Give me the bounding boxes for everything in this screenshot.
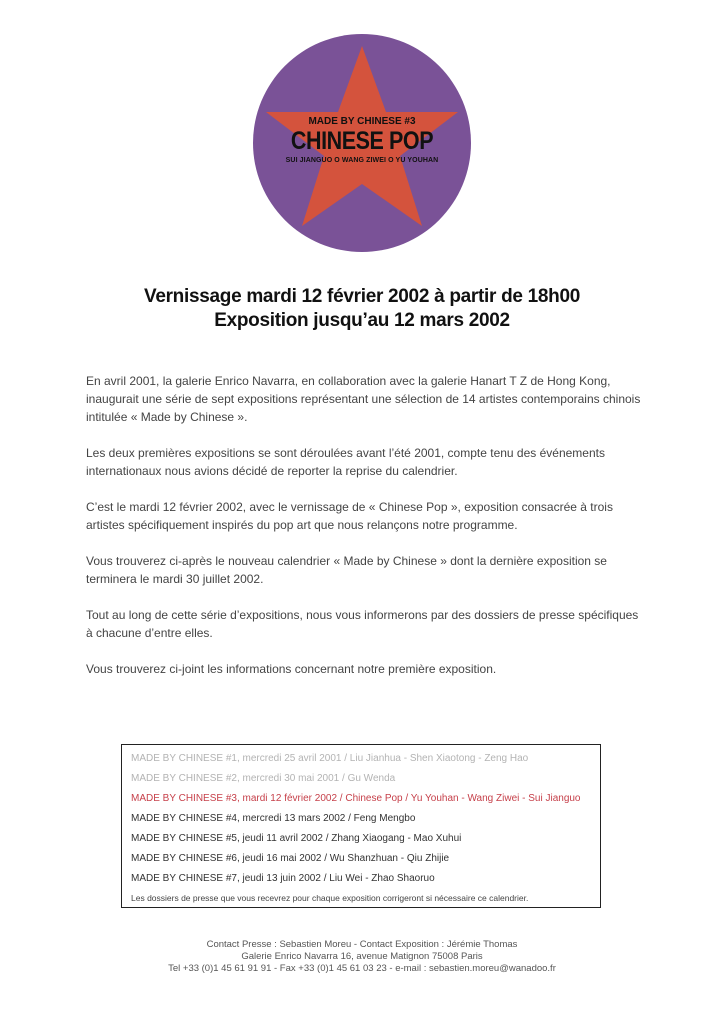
opening-date-heading: Vernissage mardi 12 février 2002 à partir de 18h00 — [144, 286, 580, 307]
paragraph: Vous trouverez ci-joint les informations concernant notre première exposition. — [86, 662, 497, 676]
logo-subtitle: MADE BY CHINESE #3 — [308, 116, 416, 127]
footer-phone-email: Tel +33 (0)1 45 61 91 91 - Fax +33 (0)1 45 61 03 23 - e-mail : sebastien.moreu@wanadoo.fr — [168, 963, 556, 974]
calendar-entry-4: MADE BY CHINESE #4, mercredi 13 mars 2002 / Feng Mengbo — [131, 813, 416, 824]
calendar-entry-5: MADE BY CHINESE #5, jeudi 11 avril 2002 / Zhang Xiaogang - Mao Xuhui — [131, 833, 462, 844]
calendar-entry-7: MADE BY CHINESE #7, jeudi 13 juin 2002 / Liu Wei - Zhao Shaoruo — [131, 873, 435, 884]
paragraph: Vous trouverez ci-après le nouveau calendrier « Made by Chinese » dont la dernière exposition se terminera le mardi 30 juillet 2002. — [86, 554, 607, 586]
contact-footer — [0, 939, 724, 975]
logo-artists: SUI JIANGUO O WANG ZIWEI O YU YOUHAN — [285, 157, 439, 164]
paragraph: Les deux premières expositions se sont déroulées avant l’été 2001, compte tenu des événements internationaux nous avions décidé de reporter la reprise du calendrier. — [86, 446, 605, 478]
footer-contacts: Contact Presse : Sebastien Moreu - Contact Exposition : Jérémie Thomas — [206, 939, 518, 950]
paragraph: Tout au long de cette série d’expositions, nous vous informerons par des dossiers de presse spécifiques à chacune d’entre elles. — [86, 608, 639, 640]
calendar-entry-6: MADE BY CHINESE #6, jeudi 16 mai 2002 / Wu Shanzhuan - Qiu Zhijie — [131, 853, 450, 864]
calendar-note: Les dossiers de presse que vous recevrez pour chaque exposition corrigeront si nécessaire ce calendrier. — [131, 893, 529, 903]
paragraph: En avril 2001, la galerie Enrico Navarra, en collaboration avec la galerie Hanart T Z de Hong Kong, inaugurait une série de sept expositions représentant une sélection de 14 artistes contemporains chinois intitulée « Made by Chinese ». — [86, 374, 641, 424]
calendar-entry-1: MADE BY CHINESE #1, mercredi 25 avril 2001 / Liu Jianhua - Shen Xiaotong - Zeng Hao — [131, 753, 529, 764]
exhibition-logo — [252, 32, 472, 254]
calendar-entry-2: MADE BY CHINESE #2, mercredi 30 mai 2001 / Gu Wenda — [131, 773, 396, 784]
exhibition-end-heading: Exposition jusqu’au 12 mars 2002 — [214, 310, 510, 331]
footer-address: Galerie Enrico Navarra 16, avenue Matignon 75008 Paris — [241, 951, 483, 962]
press-release-body — [86, 372, 642, 696]
calendar-entry-3-current: MADE BY CHINESE #3, mardi 12 février 2002 / Chinese Pop / Yu Youhan - Wang Ziwei - Sui Jianguo — [131, 793, 581, 804]
paragraph: C’est le mardi 12 février 2002, avec le vernissage de « Chinese Pop », exposition consacrée à trois artistes spécifiquement inspirés du pop art que nous relançons notre programme. — [86, 500, 613, 532]
exhibition-calendar — [121, 744, 601, 908]
logo-title: CHINESE POP — [290, 127, 434, 155]
